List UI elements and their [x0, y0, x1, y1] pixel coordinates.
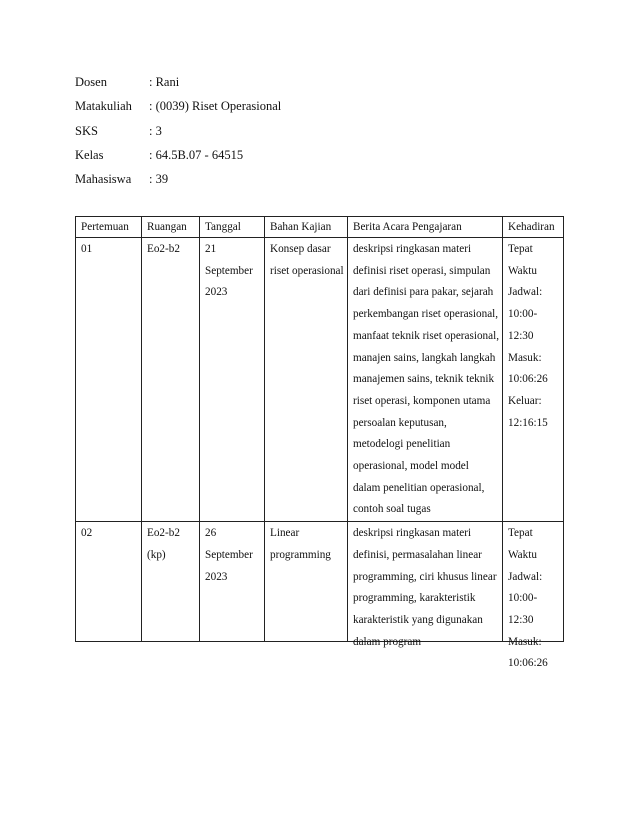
info-label: Dosen: [75, 75, 107, 89]
cell-text: Eo2-b2 (kp): [147, 527, 180, 561]
header-berita-acara: Berita Acara Pengajaran: [348, 217, 503, 238]
table-row: [76, 522, 564, 642]
cell-kehadiran: Tepat Waktu Jadwal: 10:00-12:30 Masuk: 10:06:26 Keluar: 12:16:15: [503, 238, 564, 522]
info-label: Matakuliah: [75, 99, 132, 114]
header-pertemuan: Pertemuan: [76, 217, 142, 238]
header-bahan-kajian: Bahan Kajian: [265, 217, 348, 238]
info-value: : (0039) Riset Operasional: [149, 99, 282, 114]
cell-text: Linear programming: [270, 527, 331, 561]
info-row-kelas: [75, 143, 281, 167]
cell-berita-acara: [348, 522, 503, 648]
cell-tanggal: 21 September 2023: [200, 238, 265, 522]
info-value: : Rani: [149, 75, 180, 89]
cell-text: 02: [81, 527, 93, 540]
info-label: Mahasiswa: [75, 172, 132, 187]
cell-kehadiran: [503, 522, 564, 670]
cell-text: Tepat Waktu Jadwal: 10:00-12:30 Masuk: 10:06:26: [508, 527, 548, 670]
cell-text: 26 September 2023: [205, 527, 253, 583]
info-value: : 3: [149, 123, 162, 138]
cell-bahan-kajian: Konsep dasar riset operasional: [265, 238, 348, 522]
cell-text: deskripsi ringkasan materi definisi, permasalahan linear programming, ciri khusus linear programming, karakteristik karakteristik yang digunakan dalam program: [353, 527, 497, 648]
info-row-sks: [75, 119, 281, 143]
schedule-table: [75, 216, 564, 670]
info-value: : 39: [149, 172, 169, 187]
header-ruangan: Ruangan: [142, 217, 200, 238]
course-info: [75, 70, 281, 191]
cell-tanggal: [200, 522, 265, 642]
header-tanggal: Tanggal: [200, 217, 265, 238]
cell-ruangan: [142, 522, 200, 642]
info-value: : 64.5B.07 - 64515: [149, 147, 244, 162]
info-label: Kelas: [75, 147, 104, 162]
info-row-mahasiswa: [75, 167, 281, 191]
cell-ruangan: Eo2-b2: [142, 238, 200, 522]
cell-pertemuan: [76, 522, 142, 642]
table-header-row: [76, 217, 564, 238]
info-label: SKS: [75, 123, 98, 138]
info-row-matakuliah: [75, 94, 281, 118]
info-row-dosen: [75, 70, 281, 94]
header-kehadiran: Kehadiran: [503, 217, 564, 238]
cell-berita-acara: deskripsi ringkasan materi definisi riset operasi, simpulan dari definisi para pakar, sejarah perkembangan riset operasional, manfaat teknik riset operasional, manajen sains, langkah langkah manajemen sains, teknik teknik riset operasi, komponen utama persoalan keputusan, metodelogi penelitian operasional, model model dalam penelitian operasional, contoh soal tugas: [348, 238, 503, 522]
cell-bahan-kajian: [265, 522, 348, 642]
cell-pertemuan: 01: [76, 238, 142, 522]
table-row: [76, 238, 564, 522]
